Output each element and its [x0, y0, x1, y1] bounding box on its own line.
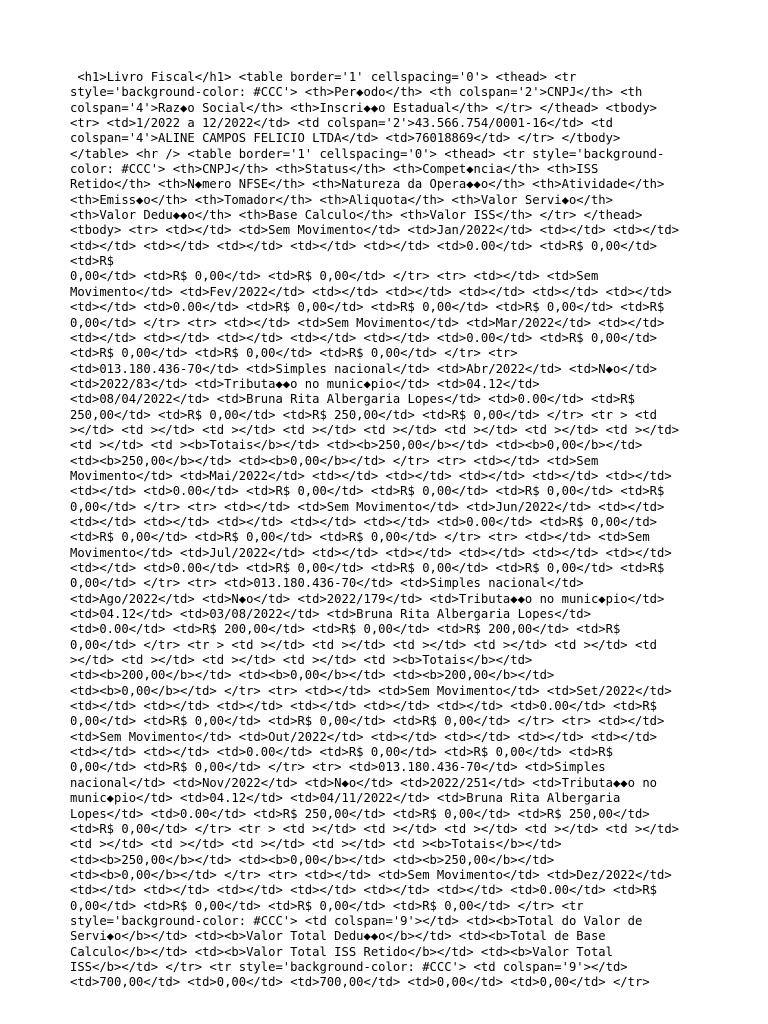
raw-html-source-text: <h1>Livro Fiscal</h1> <table border='1' cellspacing='0'> <thead> <tr style='background-color: #CCC'> <th>Per◆odo</th> <th colspan='2'>CNPJ</th> <th colspan='4'>Raz◆o Social</th> <th>Inscri◆◆o Estadual</th> </tr> </thead> <tbody> <tr> <td>1/2022 a 12/2022</td> <td colspan='2'>43.566.754/0001-16</td> <td colspan='4'>ALINE CAMPOS FELICIO LTDA</td> <td>76018869</td> </tr> </tbody> </table> <hr /> <table border='1' cellspacing='0'> <thead> <tr style='background- color: #CCC'> <th>CNPJ</th> <th>Status</th> <th>Compet◆ncia</th> <th>ISS Retido</th> <th>N◆mero NFSE</th> <th>Natureza da Opera◆◆o</th> <th>Atividade</th> <th>Emiss◆o</th> <th>Tomador</th> <th>Aliquota</th> <th>Valor Servi◆o</th> <th>Valor Dedu◆◆o</th> <th>Base Calculo</th> <th>Valor ISS</th> </tr> </thead> <tbody> <tr> <td></td> <td>Sem Movimento</td> <td>Jan/2022</td> <td></td> <td></td> <td></td> <td></td> <td></td> <td></td> <td></td> <td>0.00</td> <td>R$ 0,00</td> <td>R$ 0,00</td> <td>R$ 0,00</td> <td>R$ 0,00</td> </tr> <tr> <td></td> <td>Sem Movimento</td> <td>Fev/2022</td> <td></td> <td></td> <td></td> <td></td> <td></td> <td></td> <td>0.00</td> <td>R$ 0,00</td> <td>R$ 0,00</td> <td>R$ 0,00</td> <td>R$ 0,00</td> </tr> <tr> <td></td> <td>Sem Movimento</td> <td>Mar/2022</td> <td></td> <td></td> <td></td> <td></td> <td></td> <td></td> <td>0.00</td> <td>R$ 0,00</td> <td>R$ 0,00</td> <td>R$ 0,00</td> <td>R$ 0,00</td> </tr> <tr> <td>013.180.436-70</td> <td>Simples nacional</td> <td>Abr/2022</td> <td>N◆o</td> <td>2022/83</td> <td>Tributa◆◆o no munic◆pio</td> <td>04.12</td> <td>08/04/2022</td> <td>Bruna Rita Albergaria Lopes</td> <td>0.00</td> <td>R$ 250,00</td> <td>R$ 0,00</td> <td>R$ 250,00</td> <td>R$ 0,00</td> </tr> <tr > <td ></td> <td ></td> <td ></td> <td ></td> <td ></td> <td ></td> <td ></td> <td ></td> <td ></td> <td ><b>Totais</b></td> <td><b>250,00</b></td> <td><b>0,00</b></td> <td><b>250,00</b></td> <td><b>0,00</b></td> </tr> <tr> <td></td> <td>Sem Movimento</td> <td>Mai/2022</td> <td></td> <td></td> <td></td> <td></td> <td></td> <td></td> <td>0.00</td> <td>R$ 0,00</td> <td>R$ 0,00</td> <td>R$ 0,00</td> <td>R$ 0,00</td> </tr> <tr> <td></td> <td>Sem Movimento</td> <td>Jun/2022</td> <td></td> <td></td> <td></td> <td></td> <td></td> <td></td> <td>0.00</td> <td>R$ 0,00</td> <td>R$ 0,00</td> <td>R$ 0,00</td> <td>R$ 0,00</td> </tr> <tr> <td></td> <td>Sem Movimento</td> <td>Jul/2022</td> <td></td> <td></td> <td></td> <td></td> <td></td> <td></td> <td>0.00</td> <td>R$ 0,00</td> <td>R$ 0,00</td> <td>R$ 0,00</td> <td>R$ 0,00</td> </tr> <tr> <td>013.180.436-70</td> <td>Simples nacional</td> <td>Ago/2022</td> <td>N◆o</td> <td>2022/179</td> <td>Tributa◆◆o no munic◆pio</td> <td>04.12</td> <td>03/08/2022</td> <td>Bruna Rita Albergaria Lopes</td> <td>0.00</td> <td>R$ 200,00</td> <td>R$ 0,00</td> <td>R$ 200,00</td> <td>R$ 0,00</td> </tr> <tr > <td ></td> <td ></td> <td ></td> <td ></td> <td ></td> <td ></td> <td ></td> <td ></td> <td ></td> <td ><b>Totais</b></td> <td><b>200,00</b></td> <td><b>0,00</b></td> <td><b>200,00</b></td> <td><b>0,00</b></td> </tr> <tr> <td></td> <td>Sem Movimento</td> <td>Set/2022</td> <td></td> <td></td> <td></td> <td></td> <td></td> <td></td> <td>0.00</td> <td>R$ 0,00</td> <td>R$ 0,00</td> <td>R$ 0,00</td> <td>R$ 0,00</td> </tr> <tr> <td></td> <td>Sem Movimento</td> <td>Out/2022</td> <td></td> <td></td> <td></td> <td></td> <td></td> <td></td> <td>0.00</td> <td>R$ 0,00</td> <td>R$ 0,00</td> <td>R$ 0,00</td> <td>R$ 0,00</td> </tr> <tr> <td>013.180.436-70</td> <td>Simples nacional</td> <td>Nov/2022</td> <td>N◆o</td> <td>2022/251</td> <td>Tributa◆◆o no munic◆pio</td> <td>04.12</td> <td>04/11/2022</td> <td>Bruna Rita Albergaria Lopes</td> <td>0.00</td> <td>R$ 250,00</td> <td>R$ 0,00</td> <td>R$ 250,00</td> <td>R$ 0,00</td> </tr> <tr > <td ></td> <td ></td> <td ></td> <td ></td> <td ></td> <td ></td> <td ></td> <td ></td> <td ></td> <td ><b>Totais</b></td> <td><b>250,00</b></td> <td><b>0,00</b></td> <td><b>250,00</b></td> <td><b>0,00</b></td> </tr> <tr> <td></td> <td>Sem Movimento</td> <td>Dez/2022</td> <td></td> <td></td> <td></td> <td></td> <td></td> <td></td> <td>0.00</td> <td>R$ 0,00</td> <td>R$ 0,00</td> <td>R$ 0,00</td> <td>R$ 0,00</td> </tr> <tr style='background-color: #CCC'> <td colspan='9'></td> <td><b>Total do Valor de Servi◆o</b></td> <td><b>Valor Total Dedu◆◆o</b></td> <td><b>Total de Base Calculo</b></td> <td><b>Valor Total ISS Retido</b></td> <td><b>Valor Total ISS</b></td> </tr> <tr style='background-color: #CCC'> <td colspan='9'></td> <td>700,00</td> <td>0,00</td> <td>700,00</td> <td>0,00</td> <td>0,00</td> </tr>: [70, 70, 680, 990]
